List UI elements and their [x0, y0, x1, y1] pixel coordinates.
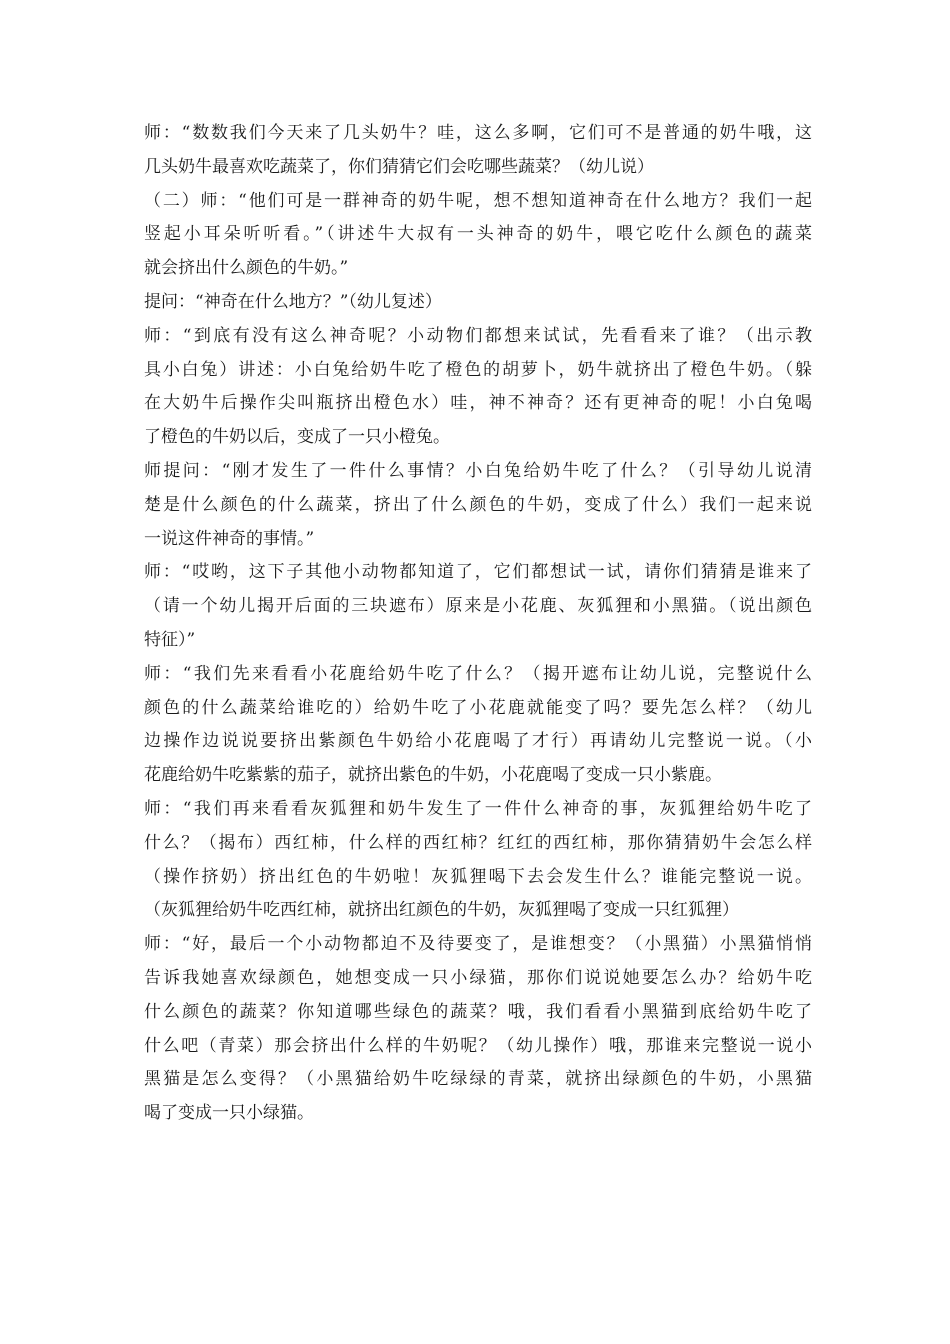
- text-line: 了橙色的牛奶以后，变成了一只小橙兔。: [144, 427, 450, 448]
- text-line: 一说这件神奇的事情。”: [144, 528, 315, 549]
- text-line: 具小白兔）讲述：小白兔给奶牛吃了橙色的胡萝卜，奶牛就挤出了橙色牛奶。（躲: [144, 359, 812, 380]
- text-line: 喝了变成一只小绿猫。: [144, 1103, 314, 1124]
- text-line: 提问：“神奇在什么地方？”（幼儿复述）: [144, 291, 442, 312]
- text-line: 竖起小耳朵听听看。”（讲述牛大叔有一头神奇的奶牛，喂它吃什么颜色的蔬菜: [144, 224, 812, 245]
- text-line: （请一个幼儿揭开后面的三块遮布）原来是小花鹿、灰狐狸和小黑猫。（说出颜色: [144, 596, 812, 617]
- text-line: 什么吧（青菜）那会挤出什么样的牛奶呢？（幼儿操作）哦，那谁来完整说一说小: [144, 1035, 812, 1056]
- text-line: 就会挤出什么颜色的牛奶。”: [144, 258, 349, 279]
- text-line: 在大奶牛后操作尖叫瓶挤出橙色水）哇，神不神奇？还有更神奇的呢！小白兔喝: [144, 393, 812, 414]
- text-line: 师：“我们先来看看小花鹿给奶牛吃了什么？（揭开遮布让幼儿说，完整说什么: [144, 663, 812, 684]
- text-line: 颜色的什么蔬菜给谁吃的）给奶牛吃了小花鹿就能变了吗？要先怎么样？（幼儿: [144, 697, 812, 718]
- text-line: 师：“数数我们今天来了几头奶牛？哇，这么多啊，它们可不是普通的奶牛哦，这: [144, 123, 812, 143]
- text-line: 楚是什么颜色的什么蔬菜，挤出了什么颜色的牛奶，变成了什么）我们一起来说: [144, 494, 812, 515]
- text-line: 告诉我她喜欢绿颜色，她想变成一只小绿猫，那你们说说她要怎么办？给奶牛吃: [144, 967, 812, 988]
- text-line: 几头奶牛最喜欢吃蔬菜了，你们猜猜它们会吃哪些蔬菜？（幼儿说）: [144, 156, 654, 177]
- text-line: 什么颜色的蔬菜？你知道哪些绿色的蔬菜？哦，我们看看小黑猫到底给奶牛吃了: [144, 1001, 812, 1022]
- text-line: 花鹿给奶牛吃紫紫的茄子，就挤出紫色的牛奶，小花鹿喝了变成一只小紫鹿。: [144, 765, 722, 786]
- document-body: [144, 117, 812, 1131]
- text-line: 师：“好，最后一个小动物都迫不及待要变了，是谁想变？（小黑猫）小黑猫悄悄: [144, 934, 812, 955]
- text-line: 边操作边说说要挤出紫颜色牛奶给小花鹿喝了才行）再请幼儿完整说一说。（小: [144, 731, 812, 752]
- text-line: 师：“我们再来看看灰狐狸和奶牛发生了一件什么神奇的事，灰狐狸给奶牛吃了: [144, 798, 812, 819]
- text-line: （操作挤奶）挤出红色的牛奶啦！灰狐狸喝下去会发生什么？谁能完整说一说。: [144, 866, 812, 887]
- text-line: 师：“哎哟，这下子其他小动物都知道了，它们都想试一试，请你们猜猜是谁来了: [144, 562, 812, 583]
- text-line: 什么？（揭布）西红柿，什么样的西红柿？红红的西红柿，那你猜猜奶牛会怎么样: [144, 832, 812, 853]
- text-line: 黑猫是怎么变得？（小黑猫给奶牛吃绿绿的青菜，就挤出绿颜色的牛奶，小黑猫: [144, 1069, 812, 1090]
- text-line: 师：“到底有没有这么神奇呢？小动物们都想来试试，先看看来了谁？（出示教: [144, 325, 812, 346]
- text-line: （二）师：“他们可是一群神奇的奶牛呢，想不想知道神奇在什么地方？我们一起: [144, 190, 812, 211]
- text-line: 特征）”: [144, 629, 196, 650]
- text-line: （灰狐狸给奶牛吃西红柿，就挤出红颜色的牛奶，灰狐狸喝了变成一只红狐狸）: [144, 900, 739, 921]
- text-line: 师提问：“刚才发生了一件什么事情？小白兔给奶牛吃了什么？（引导幼儿说清: [144, 460, 812, 481]
